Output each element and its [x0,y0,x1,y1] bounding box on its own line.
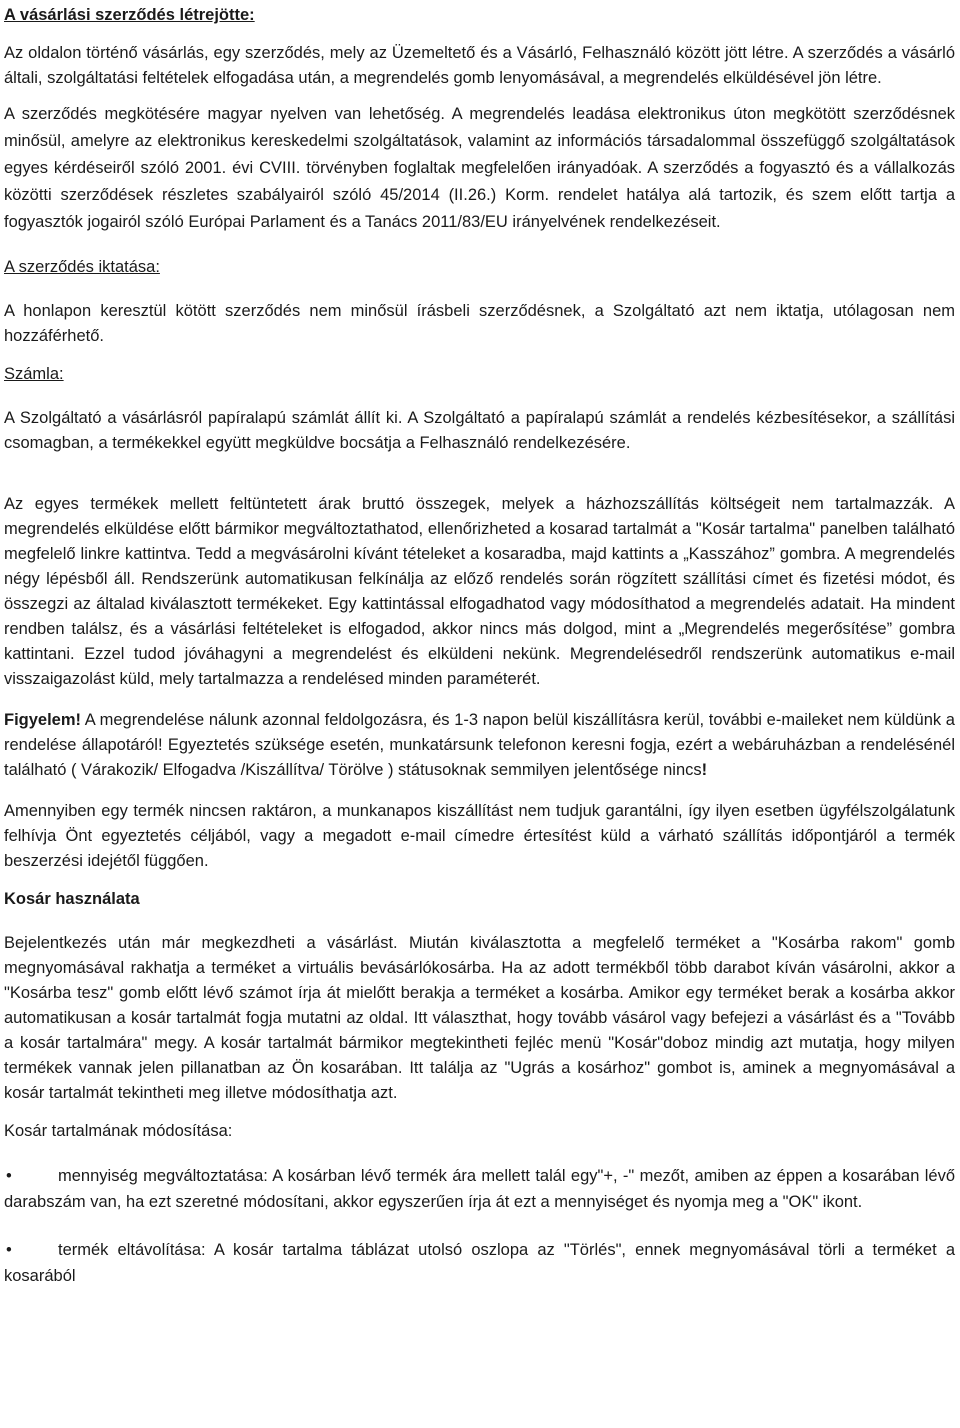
heading-cart-modification: Kosár tartalmának módosítása: [4,1122,233,1140]
list-item-remove-text: termék eltávolítása: A kosár tartalma táblázat utolsó oszlopa az "Törlés", ennek megnyomásával törli a terméket a kosarából [4,1241,955,1285]
paragraph-attention [4,708,955,783]
bullet-icon: • [6,1241,12,1259]
paragraph-contract-formation: Az oldalon történő vásárlás, egy szerződés, mely az Üzemeltető és a Vásárló, Felhasználó között jött létre. A szerződés a vásárló általi, szolgáltatási feltételek elfogadása után, a megrendelés gomb lenyomásával, a megrendelés elküldésével jön létre. [4,44,955,87]
heading-contract-formation: A vásárlási szerződés létrejötte: [4,6,255,24]
paragraph-contract-registration: A honlapon keresztül kötött szerződés nem minősül írásbeli szerződésnek, a Szolgáltató azt nem iktatja, utólagosan nem hozzáférhető. [4,302,955,345]
attention-label: Figyelem! [4,711,82,729]
paragraph-cart-usage: Bejelentkezés után már megkezdheti a vásárlást. Miután kiválasztotta a megfelelő terméket a "Kosárba rakom" gomb megnyomásával rakhatja a terméket a virtuális bevásárlókosárba. Ha az adott termékből több darabot kíván vásárolni, akkor a "Kosárba tesz" gomb előtt lévő számot írja át mielőtt berakja a terméket a kosárba. Amikor egy terméket berak a kosárba akkor automatikusan a kosár tartalmát fogja mutatni az oldal. Itt választhat, hogy tovább vásárol vagy befejezi a vásárlást és a "Tovább a kosár tartalmára" megy. A kosár tartalmát bármikor megtekintheti fejléc menü "Kosár"doboz mindig azt mutatja, hogy milyen termékek vannak jelen pillanatban az Ön kosarában. Itt találja az "Ugrás a kosárhoz" gombot is, aminek a megnyomásával a kosár tartalmát tekintheti meg illetve módosíthatja azt. [4,934,955,1102]
list-item-remove-product [4,1237,955,1289]
heading-cart-usage: Kosár használata [4,890,140,908]
paragraph-contract-language: A szerződés megkötésére magyar nyelven van lehetőség. A megrendelés leadása elektronikus úton megkötött szerződésnek minősül, amelyre az elektronikus kereskedelmi szolgáltatások, valamint az információs társadalommal összefüggő szolgáltatások egyes kérdéseiről szóló 2001. évi CVIII. törvényben foglaltak megfelelően irányadóak. A szerződés a fogyasztó és a vállalkozás közötti szerződések részletes szabályairól szóló 45/2014 (II.26.) Korm. rendelet hatálya alá tartozik, és szem előtt tartja a fogyasztók jogairól szóló Európai Parlament és a Tanács 2011/83/EU irányelvének rendelkezéseit. [4,105,955,231]
paragraph-prices-ordering: Az egyes termékek mellett feltüntetett árak bruttó összegek, melyek a házhozszállítás költségeit nem tartalmazzák. A megrendelés elküldése előtt bármikor megváltoztathatod, ellenőrizheted a kosarad tartalmát a "Kosár tartalma" panelben található megfelelő linkre kattintva. Tedd a megvásárolni kívánt tételeket a kosaradba, majd kattints a „Kasszához” gombra. A megrendelés négy lépésből áll. Rendszerünk automatikusan felkínálja az előző rendelés során rögzített szállítási címet és fizetési módot, és összegzi az általad kiválasztott termékeket. Egy kattintással elfogadhatod vagy módosíthatod a megrendelés adatait. Ha mindent rendben találsz, és a vásárlási feltételeket is elfogadod, akkor nincs más dolgod, mint a „Megrendelés megerősítése” gombra kattintani. Ezzel tudod jóváhagyni a megrendelést és elküldeni nekünk. Megrendelésedről rendszerünk automatikus e-mail visszaigazolást küld, mely tartalmazza a rendelésed minden paraméterét. [4,495,955,688]
heading-contract-registration: A szerződés iktatása: [4,258,160,276]
paragraph-invoice: A Szolgáltató a vásárlásról papíralapú számlát állít ki. A Szolgáltató a papíralapú számlát a rendelés kézbesítésekor, a szállítási csomagban, a termékekkel együtt megküldve bocsátja a Felhasználó rendelkezésére. [4,409,955,452]
attention-text: A megrendelése nálunk azonnal feldolgozásra, és 1-3 napon belül kiszállításra kerül, további e-maileket nem küldünk a rendelése állapotáról! Egyeztetés szüksége esetén, munkatársunk telefonon keresni fogja, ezért a webáruházban a rendelésénél található ( Várakozik/ Elfogadva /Kiszállítva/ Törölve ) státusoknak semmilyen jelentősége nincs [4,711,955,779]
heading-invoice: Számla: [4,365,64,383]
list-item-quantity-change [4,1163,955,1215]
bullet-icon: • [6,1167,12,1185]
paragraph-out-of-stock: Amennyiben egy termék nincsen raktáron, a munkanapos kiszállítást nem tudjuk garantálni, így ilyen esetben ügyfélszolgálatunk felhívja Önt egyeztetés céljából, vagy a megadott e-mail címedre értesítést küld a várható szállítás időpontjáról a termék beszerzési idejétől függően. [4,802,955,870]
list-item-quantity-text: mennyiség megváltoztatása: A kosárban lévő termék ára mellett talál egy"+, -" mezőt, amiben az éppen a kosarában lévő darabszám van, ha ezt szeretné módosítani, akkor egyszerűen írja át ezt a mennyiséget és nyomja meg a "OK" ikont. [4,1167,955,1211]
attention-end: ! [701,761,708,779]
